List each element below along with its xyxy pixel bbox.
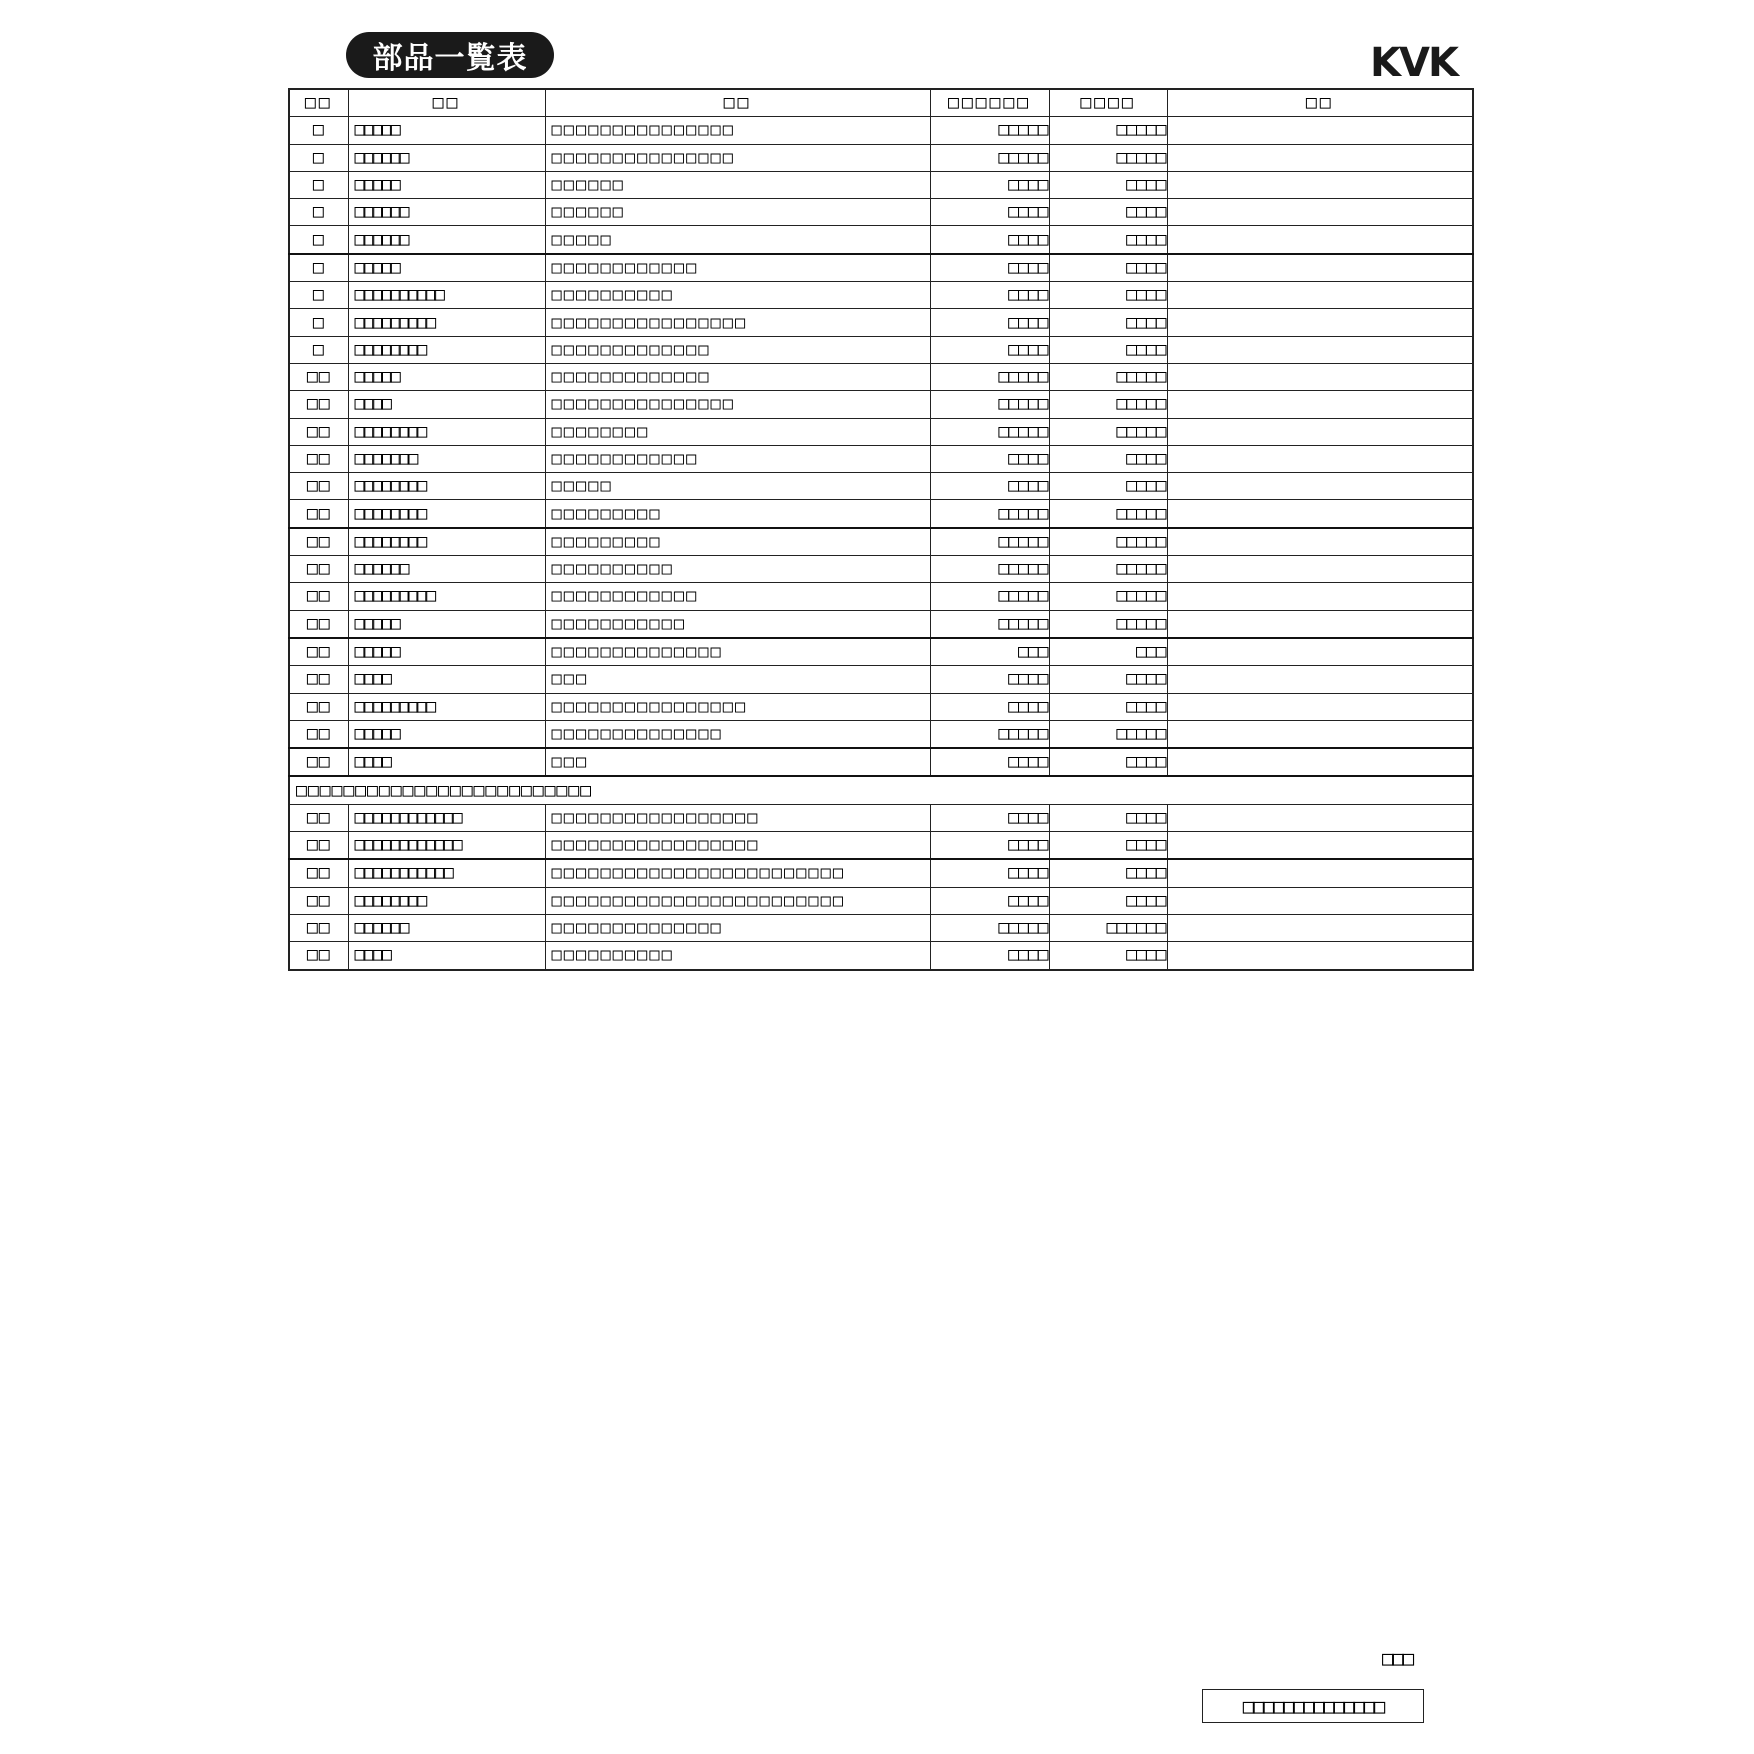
cell-part-name: □□□□□□: [348, 199, 545, 226]
cell-note: [1167, 556, 1473, 583]
cell-note: [1167, 391, 1473, 418]
cell-price2: □□□□□: [1049, 144, 1167, 171]
cell-note: [1167, 720, 1473, 748]
cell-no: □: [289, 254, 348, 282]
cell-price1: □□□□□: [930, 500, 1049, 528]
cell-no: □: [289, 144, 348, 171]
cell-price2: □□□□: [1049, 748, 1167, 776]
cell-note: [1167, 666, 1473, 693]
table-row: [289, 254, 1473, 282]
cell-no: □: [289, 336, 348, 363]
cell-note: [1167, 638, 1473, 666]
table-row: [289, 144, 1473, 171]
cell-price2: □□□□□: [1049, 418, 1167, 445]
table-row: [289, 500, 1473, 528]
brand-logo: [1370, 36, 1460, 84]
cell-note: [1167, 226, 1473, 254]
cell-price2: □□□□□: [1049, 720, 1167, 748]
cell-no: □: [289, 226, 348, 254]
cell-price1: □□□□□: [930, 144, 1049, 171]
table-row: [289, 282, 1473, 309]
cell-part-name: □□□□□□□□: [348, 473, 545, 500]
table-row: [289, 638, 1473, 666]
cell-part-name: □□□□□: [348, 720, 545, 748]
cell-note: [1167, 363, 1473, 390]
cell-price1: □□□□□: [930, 914, 1049, 941]
cell-price1: □□□□: [930, 942, 1049, 970]
cell-part-name: □□□□□□□□□□: [348, 282, 545, 309]
cell-price1: □□□□: [930, 832, 1049, 860]
cell-price1: □□□□: [930, 226, 1049, 254]
cell-price1: □□□□: [930, 473, 1049, 500]
cell-price1: □□□□□: [930, 391, 1049, 418]
cell-no: □□: [289, 528, 348, 556]
table-row: [289, 391, 1473, 418]
parts-table-body: [289, 117, 1473, 970]
cell-part-name: □□□□□: [348, 638, 545, 666]
cell-note: [1167, 693, 1473, 720]
cell-note: [1167, 282, 1473, 309]
cell-no: □□: [289, 556, 348, 583]
cell-no: □□: [289, 720, 348, 748]
brand-logo-text: KVK: [1370, 40, 1457, 84]
cell-note: [1167, 528, 1473, 556]
table-row: [289, 666, 1473, 693]
cell-price1: □□□□: [930, 693, 1049, 720]
cell-no: □□: [289, 942, 348, 970]
cell-price2: □□□□: [1049, 309, 1167, 336]
table-row: [289, 942, 1473, 970]
cell-price1: □□□□: [930, 445, 1049, 472]
cell-price1: □□□□: [930, 859, 1049, 887]
table-row: [289, 693, 1473, 720]
cell-spec: □□□□□□□□□□□□□□: [545, 638, 930, 666]
cell-note: [1167, 610, 1473, 638]
cell-price2: □□□□□: [1049, 117, 1167, 144]
table-row: [289, 720, 1473, 748]
cell-spec: □□□□□□□□□□□□□□□□□□□□□□□□: [545, 887, 930, 914]
cell-part-name: □□□□□□□: [348, 445, 545, 472]
cell-spec: □□□□□□□□□□□□□□□: [545, 144, 930, 171]
cell-part-name: □□□□□□□□□: [348, 583, 545, 610]
cell-no: □□: [289, 418, 348, 445]
cell-spec: □□□□□□□□□□□□□□□□□□□□□□□□: [545, 859, 930, 887]
cell-price1: □□□□: [930, 199, 1049, 226]
cell-spec: □□□: [545, 748, 930, 776]
cell-part-name: □□□□: [348, 748, 545, 776]
cell-no: □□: [289, 804, 348, 831]
cell-price2: □□□□□: [1049, 500, 1167, 528]
table-row: [289, 583, 1473, 610]
cell-part-name: □□□□□□□□□□□□: [348, 804, 545, 831]
table-row: [289, 473, 1473, 500]
table-row: [289, 418, 1473, 445]
cell-part-name: □□□□□□□□: [348, 418, 545, 445]
cell-spec: □□□□□□□□□□□: [545, 610, 930, 638]
cell-price1: □□□□□: [930, 528, 1049, 556]
cell-part-name: □□□□: [348, 391, 545, 418]
table-header-row: [289, 89, 1473, 117]
cell-part-name: □□□□□□: [348, 144, 545, 171]
table-row: [289, 556, 1473, 583]
table-row: [289, 199, 1473, 226]
cell-spec: □□□□□□□□□□□□: [545, 445, 930, 472]
table-row: [289, 887, 1473, 914]
cell-note: [1167, 804, 1473, 831]
cell-no: □□: [289, 832, 348, 860]
cell-no: □□: [289, 666, 348, 693]
cell-no: □: [289, 117, 348, 144]
table-row: [289, 804, 1473, 831]
cell-spec: □□□□□□□□□□: [545, 282, 930, 309]
table-row: [289, 859, 1473, 887]
cell-spec: □□□□□□□□□□□□: [545, 583, 930, 610]
cell-note: [1167, 144, 1473, 171]
cell-price1: □□□□□: [930, 583, 1049, 610]
cell-price2: □□□□: [1049, 942, 1167, 970]
cell-no: □□: [289, 445, 348, 472]
cell-spec: □□□□□: [545, 473, 930, 500]
cell-no: □□: [289, 583, 348, 610]
cell-price2: □□□□: [1049, 226, 1167, 254]
cell-part-name: □□□□□□□□: [348, 336, 545, 363]
cell-price1: □□□□□: [930, 418, 1049, 445]
cell-price1: □□□□: [930, 309, 1049, 336]
table-row: [289, 445, 1473, 472]
cell-part-name: □□□□□□□□: [348, 500, 545, 528]
cell-part-name: □□□□□□□□□□□□: [348, 832, 545, 860]
cell-part-name: □□□□□: [348, 610, 545, 638]
cell-price2: □□□□: [1049, 336, 1167, 363]
cell-no: □□: [289, 887, 348, 914]
cell-no: □□: [289, 638, 348, 666]
cell-no: □□: [289, 473, 348, 500]
cell-price2: □□□□: [1049, 666, 1167, 693]
cell-price2: □□□□□: [1049, 528, 1167, 556]
cell-note: [1167, 942, 1473, 970]
cell-price1: □□□□: [930, 804, 1049, 831]
cell-spec: □□□□□□□□: [545, 418, 930, 445]
cell-price2: □□□□□: [1049, 583, 1167, 610]
cell-spec: □□□□□□□□□□□□: [545, 254, 930, 282]
col-header-price1: □□□□□□: [930, 89, 1049, 117]
cell-price2: □□□□□: [1049, 391, 1167, 418]
table-note-text: □□□□□□□□□□□□□□□□□□□□□□□□□: [289, 776, 1473, 804]
cell-price1: □□□□: [930, 336, 1049, 363]
cell-no: □□: [289, 914, 348, 941]
cell-spec: □□□□□□□□□□: [545, 942, 930, 970]
cell-no: □□: [289, 500, 348, 528]
cell-part-name: □□□□□: [348, 254, 545, 282]
cell-price2: □□□□□: [1049, 610, 1167, 638]
cell-note: [1167, 748, 1473, 776]
cell-part-name: □□□□□□□□□: [348, 309, 545, 336]
cell-spec: □□□□□□□□□□□□□□□□: [545, 693, 930, 720]
cell-price2: □□□□□: [1049, 556, 1167, 583]
cell-no: □□: [289, 610, 348, 638]
document-code: □□□□□□□□□□□□□□: [1202, 1689, 1424, 1723]
col-header-note: □□: [1167, 89, 1473, 117]
cell-part-name: □□□□□: [348, 171, 545, 198]
parts-table: [288, 88, 1474, 971]
cell-note: [1167, 473, 1473, 500]
cell-price1: □□□□: [930, 171, 1049, 198]
cell-note: [1167, 445, 1473, 472]
cell-price1: □□□□□: [930, 720, 1049, 748]
cell-no: □: [289, 199, 348, 226]
cell-price1: □□□: [930, 638, 1049, 666]
cell-price1: □□□□: [930, 887, 1049, 914]
table-row: [289, 610, 1473, 638]
table-row: [289, 832, 1473, 860]
cell-part-name: □□□□□□□□: [348, 528, 545, 556]
cell-part-name: □□□□□: [348, 363, 545, 390]
page-title: 部品一覧表: [346, 32, 554, 78]
cell-price1: □□□□: [930, 666, 1049, 693]
cell-no: □□: [289, 859, 348, 887]
cell-price1: □□□□□: [930, 363, 1049, 390]
table-row: [289, 309, 1473, 336]
cell-price1: □□□□□: [930, 610, 1049, 638]
cell-spec: □□□□□□□□□□□□□□: [545, 720, 930, 748]
cell-part-name: □□□□: [348, 942, 545, 970]
table-row: [289, 748, 1473, 776]
cell-price2: □□□□: [1049, 859, 1167, 887]
cell-spec: □□□□□□□□□□□□□□: [545, 914, 930, 941]
cell-no: □□: [289, 363, 348, 390]
cell-spec: □□□□□□□□□□□□□: [545, 363, 930, 390]
cell-spec: □□□: [545, 666, 930, 693]
cell-note: [1167, 914, 1473, 941]
cell-spec: □□□□□□□□□: [545, 500, 930, 528]
table-row: [289, 363, 1473, 390]
cell-price2: □□□□: [1049, 171, 1167, 198]
cell-part-name: □□□□□: [348, 117, 545, 144]
cell-spec: □□□□□□□□□□□□□□□□: [545, 309, 930, 336]
cell-price1: □□□□: [930, 254, 1049, 282]
table-row: [289, 914, 1473, 941]
cell-note: [1167, 583, 1473, 610]
cell-spec: □□□□□□: [545, 171, 930, 198]
cell-no: □□: [289, 391, 348, 418]
table-row: [289, 171, 1473, 198]
cell-price2: □□□□□: [1049, 363, 1167, 390]
cell-price2: □□□□: [1049, 473, 1167, 500]
cell-price2: □□□□: [1049, 887, 1167, 914]
cell-no: □: [289, 309, 348, 336]
cell-part-name: □□□□□□: [348, 914, 545, 941]
cell-note: [1167, 887, 1473, 914]
cell-price2: □□□□: [1049, 445, 1167, 472]
cell-price1: □□□□: [930, 748, 1049, 776]
cell-spec: □□□□□□□□□□□□□□□□□: [545, 804, 930, 831]
cell-spec: □□□□□□□□□□: [545, 556, 930, 583]
cell-no: □: [289, 171, 348, 198]
cell-price2: □□□: [1049, 638, 1167, 666]
cell-price2: □□□□: [1049, 254, 1167, 282]
cell-no: □□: [289, 693, 348, 720]
cell-note: [1167, 309, 1473, 336]
cell-spec: □□□□□□□□□□□□□□□□□: [545, 832, 930, 860]
cell-note: [1167, 254, 1473, 282]
cell-note: [1167, 117, 1473, 144]
table-row: [289, 528, 1473, 556]
cell-price2: □□□□: [1049, 199, 1167, 226]
cell-spec: □□□□□□□□□□□□□□□: [545, 391, 930, 418]
col-header-name: □□: [348, 89, 545, 117]
table-row: [289, 336, 1473, 363]
table-row: [289, 226, 1473, 254]
cell-part-name: □□□□□□: [348, 226, 545, 254]
table-note-row: [289, 776, 1473, 804]
cell-price2: □□□□□□: [1049, 914, 1167, 941]
cell-no: □: [289, 282, 348, 309]
table-row: [289, 117, 1473, 144]
cell-note: [1167, 859, 1473, 887]
cell-price1: □□□□□: [930, 556, 1049, 583]
page-number: □□□: [1382, 1646, 1413, 1670]
cell-note: [1167, 418, 1473, 445]
cell-note: [1167, 199, 1473, 226]
cell-spec: □□□□□□□□□□□□□: [545, 336, 930, 363]
cell-part-name: □□□□: [348, 666, 545, 693]
cell-price2: □□□□: [1049, 282, 1167, 309]
cell-part-name: □□□□□□: [348, 556, 545, 583]
cell-price2: □□□□: [1049, 804, 1167, 831]
cell-spec: □□□□□□□□□□□□□□□: [545, 117, 930, 144]
cell-part-name: □□□□□□□□□□□: [348, 859, 545, 887]
col-header-spec: □□: [545, 89, 930, 117]
col-header-no: □□: [289, 89, 348, 117]
cell-price2: □□□□: [1049, 832, 1167, 860]
cell-spec: □□□□□□□□□: [545, 528, 930, 556]
cell-price1: □□□□□: [930, 117, 1049, 144]
cell-note: [1167, 500, 1473, 528]
cell-spec: □□□□□□: [545, 199, 930, 226]
col-header-price2: □□□□: [1049, 89, 1167, 117]
cell-note: [1167, 336, 1473, 363]
cell-price1: □□□□: [930, 282, 1049, 309]
cell-no: □□: [289, 748, 348, 776]
cell-price2: □□□□: [1049, 693, 1167, 720]
cell-spec: □□□□□: [545, 226, 930, 254]
cell-part-name: □□□□□□□□□: [348, 693, 545, 720]
cell-part-name: □□□□□□□□: [348, 887, 545, 914]
cell-note: [1167, 171, 1473, 198]
cell-note: [1167, 832, 1473, 860]
